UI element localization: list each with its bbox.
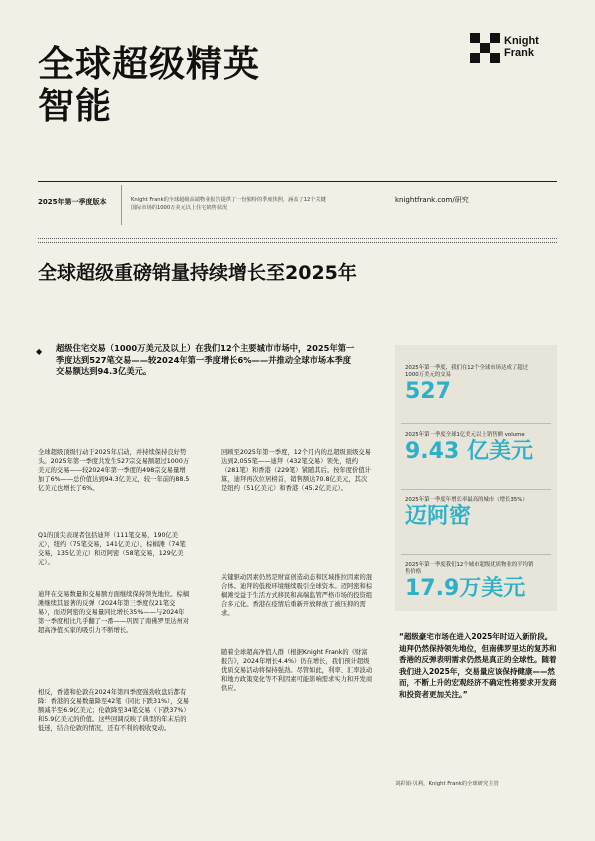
col2-para-1: 回顾至2025年第一季度，12个月内的总超级顶级交易达到2,055笔——迪拜（432笔交易）领先，纽约（281笔）和香港（229笔）紧随其后。按年度价值计算，迪拜再次位居榜首，销售额达70.8亿美元，其次是纽约（51亿美元）和香港（45.2亿美元）。	[221, 449, 371, 492]
pull-quote: “超级豪宅市场在进入2025年时迈入新阶段。迪拜仍然保持领先地位，但南佛罗里达的复苏和香港的反弹表明需求仍然是真正的全球性。随着我们进入2025年，交易量应该保持健康——然而，不断上升的宏观经济不确定性将要求开发商和投资者更加关注。”	[399, 632, 557, 699]
header-divider	[121, 185, 122, 225]
title-line-1: 全球超级精英	[38, 44, 261, 85]
stat-3	[405, 497, 535, 530]
stat-value: 迈阿密	[405, 504, 472, 529]
stat-label: 2025年第一季度，我们在12个全球市场达成了超过1000万美元的交易	[405, 365, 529, 378]
col2-para-2: 关键驱动因素仍然是财富创造动态和区域推拉因素的混合体。迪拜的低税环境继续吸引全球资本。迈阿密和棕榈滩受益于生活方式移民和高端监管严格市场的投资组合多元化。香港在疫情后重新开放释放了被压抑的需求。	[221, 574, 373, 617]
logo-mark-icon	[470, 33, 500, 63]
knight-frank-logo	[470, 33, 539, 63]
logo-text-line-2: Frank	[504, 47, 534, 59]
col1-para-1: 全球超级顶级行动于2025年启动，并持续保持良好势头。2025年第一季度共发生527宗交易额超过1000万美元的交易——较2024年第一季度的498宗交易量增加了6%——总价值达到94.3亿美元，较一年前的88.5亿美元也增长了6%。	[38, 449, 190, 492]
stat-4	[405, 562, 535, 602]
stat-label: 2025年第一季度全球1亿美元以上销售额 volume	[405, 432, 525, 438]
report-intro: Knight Frank的全球超级高端物业报告提供了一份独特的季度快照，涵盖了12个关键国际市场的1000万美元以上住宅销售状况	[131, 197, 326, 211]
headline: 全球超级重磅销量持续增长至2025年	[38, 262, 357, 284]
stat-1	[405, 365, 535, 405]
stat-divider	[401, 423, 551, 424]
key-stats-panel	[395, 345, 557, 611]
quote-attribution: 刘彩娟·贝利，Knight Frank的全球研究主管	[395, 781, 499, 787]
stat-value: 527	[405, 379, 451, 404]
bullet-icon: ◆	[36, 347, 43, 356]
stat-2	[405, 432, 535, 465]
issue-label: 2025年第一季度版本	[38, 198, 107, 206]
stat-value: 17.9万美元	[405, 576, 526, 601]
stat-divider	[401, 489, 551, 490]
lead-paragraph: 超级住宅交易（1000万美元及以上）在我们12个主要城市市场中，2025年第一季度达到527笔交易——较2024年第一季度增长6%——并推动全球市场本季度交易额达到94.3亿美元。	[56, 343, 355, 376]
stat-value: 9.43 亿美元	[405, 439, 533, 464]
report-title	[38, 44, 260, 128]
website-link[interactable]: knightfrank.com/研究	[395, 196, 469, 204]
col1-para-3: 迪拜在交易数量和交易额方面继续保持领先地位。棕榈滩继续其显著的反弹（2024年第三季度仅21笔交易），而迈阿密的交易量同比增长35%——与2024年第一季度相比几乎翻了一番——巩固了南佛罗里达州对超高净值买家的吸引力不断增长。	[38, 591, 190, 634]
stat-label: 2025年第一季度我们12个城市超级优质物业的平均销售价格	[405, 562, 534, 575]
logo-text-line-1: Knight	[504, 35, 539, 47]
stat-divider	[401, 554, 551, 555]
top-rule	[38, 181, 557, 182]
col1-para-4: 相反，香港和伦敦在2024年第四季度强劲收盘后都有降：香港的交易数量降至42笔（同比下跌31%），交易额减半至6.9亿美元；伦敦降至34笔交易（下跌37%）和5.9亿美元的价值。这些回调反映了典型的年末后的低迷，结合伦敦的情况，还有不利的税收变动。	[38, 689, 190, 732]
title-line-2: 智能	[38, 86, 113, 127]
col1-para-2: Q1的顶尖表现者包括迪拜（111笔交易，190亿美元），纽约（75笔交易，141亿美元），棕榈滩（74笔交易，135亿美元）和迈阿密（58笔交易，129亿美元）。	[38, 532, 186, 566]
col2-para-3: 随着全球超高净值人群（根据Knight Frank的《财富报告》，2024年增长4.4%）仍在增长，我们预计超级优质交易活动将保持强劲。尽管如此，利率、汇率波动和地方政策变化等不利因素可能影响需求实力和开发商供应。	[221, 649, 373, 692]
dotted-divider	[38, 238, 557, 243]
stat-label: 2025年第一季度年增长率最高的城市（增长35%）	[405, 497, 528, 503]
